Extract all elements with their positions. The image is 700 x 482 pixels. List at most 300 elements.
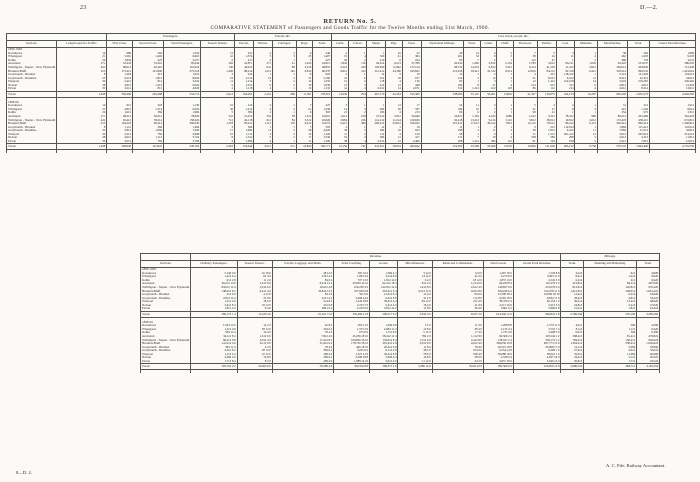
blank-cell bbox=[334, 370, 370, 374]
value-cell: 2,084 12 4 bbox=[369, 328, 398, 332]
value-cell: 3 bbox=[332, 104, 349, 108]
value-cell: 201,412 bbox=[421, 122, 464, 126]
value-cell: 204 6 4 bbox=[272, 328, 334, 332]
value-cell: 412 bbox=[597, 108, 627, 112]
value-cell: 4 bbox=[575, 55, 597, 59]
value-cell: 1,496 bbox=[163, 125, 200, 129]
total-cell: 1,844,460 bbox=[627, 144, 649, 150]
value-cell: 124,512 bbox=[649, 73, 695, 77]
value-cell: 2,471 16 6 bbox=[483, 304, 513, 308]
value-cell: 26 bbox=[57, 59, 107, 63]
blank-cell bbox=[141, 370, 191, 374]
value-cell: 46,996 bbox=[637, 353, 660, 357]
value-cell: 2,114 bbox=[234, 76, 253, 80]
value-cell: 38,016 1 4 bbox=[513, 353, 561, 357]
total-cell: 582,300 6 0 bbox=[483, 364, 513, 370]
value-cell: 78 4 6 bbox=[272, 345, 334, 349]
value-cell: 2,408 5 0 bbox=[513, 331, 561, 335]
value-cell: 271 bbox=[254, 62, 273, 66]
value-cell: 198 4 6 bbox=[272, 353, 334, 357]
value-cell: 11 bbox=[296, 140, 313, 144]
value-cell: 3,012 bbox=[107, 140, 133, 144]
value-cell: 12 bbox=[575, 133, 597, 137]
value-cell: 312 bbox=[421, 87, 464, 91]
total-cell: 13,822 bbox=[497, 91, 514, 97]
value-cell: 212 bbox=[537, 125, 556, 129]
value-cell: 92,412 bbox=[107, 118, 133, 122]
value-cell: 84 2 6 bbox=[272, 293, 334, 297]
section-name: Nelson bbox=[7, 136, 57, 140]
value-cell: 6 bbox=[296, 111, 313, 115]
group-header: Live-Stock, Goods, &c. bbox=[332, 34, 696, 41]
value-cell: 2 bbox=[348, 111, 366, 115]
value-cell: 16 bbox=[386, 129, 403, 133]
value-cell: 2,214 8 6 bbox=[369, 275, 398, 279]
value-cell: 2,412 bbox=[597, 140, 627, 144]
value-cell: 18,412 4 8 bbox=[272, 286, 334, 290]
value-cell: 7,984 bbox=[597, 129, 627, 133]
section-name: Kaihu bbox=[141, 279, 191, 283]
blank-group-cell bbox=[7, 34, 107, 41]
value-cell: 6,626 bbox=[637, 279, 660, 283]
value-cell: 2 bbox=[464, 129, 481, 133]
total-cell: 5,286 14 0 bbox=[398, 364, 432, 370]
value-cell: 4,812 bbox=[584, 296, 637, 300]
total-cell: 53,469 bbox=[480, 144, 497, 150]
value-cell: 1,806 bbox=[649, 52, 695, 56]
value-cell: 2,214 bbox=[107, 133, 133, 137]
value-cell: 9,214 bbox=[480, 118, 497, 122]
value-cell: 1,284 6 8 bbox=[369, 324, 398, 328]
value-cell: 198 bbox=[513, 136, 537, 140]
value-cell: 3,612 bbox=[537, 62, 556, 66]
value-cell: 5 bbox=[254, 55, 273, 59]
value-cell: 45,826 bbox=[313, 118, 332, 122]
value-cell: 212,618 bbox=[421, 69, 464, 73]
value-cell: 2 bbox=[497, 52, 514, 56]
value-cell: 118 bbox=[367, 80, 386, 84]
blank-cell bbox=[254, 150, 273, 154]
value-cell: 5,812 bbox=[513, 118, 537, 122]
total-cell: 350,406 bbox=[107, 91, 133, 97]
section-name: Nelson bbox=[141, 304, 191, 308]
value-cell: 12 bbox=[386, 84, 403, 88]
value-cell: 1,346,812 bbox=[649, 122, 695, 126]
value-cell: 5,724 bbox=[163, 136, 200, 140]
value-cell: 88 bbox=[273, 66, 297, 70]
return-title: RETURN No. 5. bbox=[323, 18, 377, 25]
value-cell: 115,412 bbox=[627, 125, 649, 129]
value-cell: 2,814 12 4 bbox=[191, 296, 237, 300]
value-cell: 104 bbox=[537, 140, 556, 144]
total-cell: 441,811 bbox=[367, 144, 386, 150]
blank-cell bbox=[272, 370, 334, 374]
value-cell: 201 bbox=[421, 55, 464, 59]
value-cell: 142,812 bbox=[584, 286, 637, 290]
value-cell: 2,135 4 4 bbox=[483, 328, 513, 332]
section-name: Wellington - Napier - New Plymouth bbox=[142, 338, 190, 342]
column-header: Grand Total Revenue. bbox=[513, 261, 561, 268]
value-cell: 1,112 bbox=[584, 328, 637, 332]
value-cell: 41 8 0 bbox=[237, 296, 272, 300]
value-cell: 6,412 bbox=[296, 122, 313, 126]
value-cell: 84,212 bbox=[537, 69, 556, 73]
value-cell: 1,212 bbox=[254, 69, 273, 73]
value-cell: 118,412 bbox=[556, 73, 575, 77]
value-cell: 86,212 bbox=[597, 115, 627, 119]
value-cell: 2,612 bbox=[597, 87, 627, 91]
value-cell: 1 bbox=[575, 125, 597, 129]
value-cell: 1,407 bbox=[313, 55, 332, 59]
value-cell: 28 bbox=[57, 136, 107, 140]
value-cell: 584 bbox=[537, 136, 556, 140]
value-cell: 296,412 bbox=[367, 122, 386, 126]
section-name: Greymouth - Hokitika bbox=[7, 129, 57, 133]
value-cell: 25 bbox=[57, 129, 107, 133]
blank-cell bbox=[296, 150, 313, 154]
value-cell: 1,312 bbox=[296, 115, 313, 119]
value-cell: 302,412 bbox=[597, 122, 627, 126]
value-cell: 36,212 14 6 bbox=[191, 282, 237, 286]
section-name: Greymouth - Hokitika bbox=[141, 349, 191, 353]
blank-cell bbox=[367, 150, 386, 154]
value-cell: 136 bbox=[402, 80, 421, 84]
total-cell: 484,712 bbox=[584, 364, 637, 370]
value-cell: 6,396 bbox=[637, 331, 660, 335]
value-cell: 9 bbox=[556, 108, 575, 112]
value-cell: 3,963 11 0 bbox=[513, 275, 561, 279]
value-cell: 52,443 bbox=[107, 62, 133, 66]
value-cell: 98 bbox=[513, 111, 537, 115]
section-label: 1899-1900. bbox=[7, 48, 57, 52]
value-cell: 14 2 0 bbox=[237, 324, 272, 328]
value-cell: 6 bbox=[254, 84, 273, 88]
value-cell: 6,412 4 0 bbox=[237, 289, 272, 293]
value-cell: 248,612 bbox=[584, 289, 637, 293]
value-cell: 92,418 bbox=[421, 118, 464, 122]
value-cell: 28 bbox=[296, 129, 313, 133]
value-cell: 84 6 0 bbox=[432, 293, 483, 297]
totals-label: Totals bbox=[7, 91, 57, 97]
value-cell: 5,966 6 8 bbox=[513, 307, 561, 311]
value-cell: 412 bbox=[348, 69, 366, 73]
value-cell: 231 bbox=[234, 52, 253, 56]
value-cell: 384 bbox=[234, 111, 253, 115]
value-cell: 30 bbox=[57, 87, 107, 91]
value-cell: 466 18 10 bbox=[334, 345, 370, 349]
value-cell: 4 bbox=[537, 104, 556, 108]
value-cell: 2 bbox=[273, 108, 297, 112]
value-cell: 1,214 bbox=[133, 84, 164, 88]
value-cell: 1,212 4 6 bbox=[191, 300, 237, 304]
value-cell: 1 bbox=[273, 73, 297, 77]
section-name: Kawakawa bbox=[141, 272, 191, 276]
value-cell: 384 bbox=[584, 331, 637, 335]
value-cell: 3,012 bbox=[296, 118, 313, 122]
value-cell: 412 14 2 bbox=[272, 296, 334, 300]
value-cell: 1,364,212 bbox=[561, 342, 584, 346]
value-cell: 226 bbox=[348, 118, 366, 122]
value-cell: 1,374 bbox=[234, 55, 253, 59]
value-cell: 1,783 bbox=[513, 62, 537, 66]
value-cell: 423 bbox=[133, 59, 164, 63]
value-cell: 3,012 4 0 bbox=[237, 338, 272, 342]
value-cell: 1,214 bbox=[234, 80, 253, 84]
value-cell: 4,812 bbox=[480, 62, 497, 66]
value-cell: 1,812 4 2 bbox=[191, 307, 237, 311]
value-cell: 118,214 bbox=[649, 125, 695, 129]
value-cell: 28 bbox=[57, 84, 107, 88]
value-cell: 11 2 0 bbox=[237, 279, 272, 283]
value-cell: 36,214 bbox=[561, 300, 584, 304]
value-cell: 98,614 bbox=[107, 66, 133, 70]
value-cell: 3,631 bbox=[649, 59, 695, 63]
value-cell: 393 bbox=[313, 111, 332, 115]
value-cell: 1,612 bbox=[513, 115, 537, 119]
value-cell: 337 bbox=[402, 108, 421, 112]
value-cell: 4,828 bbox=[637, 272, 660, 276]
value-cell: 210 bbox=[367, 59, 386, 63]
value-cell: 3 bbox=[480, 133, 497, 137]
value-cell: 312 6 8 bbox=[272, 304, 334, 308]
value-cell: 5,812 bbox=[107, 129, 133, 133]
blank-cell bbox=[107, 150, 133, 154]
value-cell: 142,812 14 6 bbox=[369, 286, 398, 290]
value-cell: 12 bbox=[332, 80, 349, 84]
value-cell: 2 bbox=[348, 133, 366, 137]
group-header: Revenue. bbox=[191, 254, 561, 261]
total-cell: 319,656 bbox=[421, 144, 464, 150]
value-cell: 34,612 bbox=[649, 76, 695, 80]
value-cell: 1,423,616 bbox=[649, 69, 695, 73]
total-cell: 334,556 8 8 bbox=[334, 364, 370, 370]
value-cell: 7,812 4 6 bbox=[272, 335, 334, 339]
value-cell: 22,314 bbox=[627, 76, 649, 80]
value-cell: 1,412 6 4 bbox=[191, 275, 237, 279]
column-header: Total. bbox=[637, 261, 660, 268]
value-cell: 30 bbox=[57, 140, 107, 144]
value-cell: 1,412,812 bbox=[561, 289, 584, 293]
value-cell: 1 bbox=[556, 59, 575, 63]
value-cell: 2,612 bbox=[367, 87, 386, 91]
value-cell: 11 bbox=[513, 133, 537, 137]
column-header: Parcels, Luggage, and Mails. bbox=[272, 261, 334, 268]
column-header: Train. bbox=[561, 261, 584, 268]
value-cell: 412 bbox=[367, 84, 386, 88]
value-cell: 318,412 6 4 bbox=[369, 289, 398, 293]
value-cell: 3 bbox=[254, 80, 273, 84]
value-cell: 11 bbox=[464, 104, 481, 108]
group-header: Passengers. bbox=[107, 34, 235, 41]
value-cell: 78,826 bbox=[163, 115, 200, 119]
value-cell: 6,112 bbox=[575, 122, 597, 126]
value-cell: 198 bbox=[556, 140, 575, 144]
value-cell: 1,612 bbox=[107, 111, 133, 115]
column-header: Season Tickets. bbox=[201, 41, 235, 48]
value-cell: 6,412 bbox=[575, 69, 597, 73]
value-cell: 284 bbox=[367, 108, 386, 112]
section-name: Kawakawa bbox=[7, 52, 57, 56]
value-cell: 1,382 4 2 bbox=[369, 272, 398, 276]
value-cell: 4,216 bbox=[332, 66, 349, 70]
value-cell: 268 4 6 bbox=[272, 360, 334, 364]
column-header: Length open for Traffic. bbox=[57, 41, 107, 48]
value-cell: 1,812 bbox=[133, 76, 164, 80]
value-cell: 21 bbox=[57, 108, 107, 112]
value-cell: 9,318 bbox=[649, 55, 695, 59]
value-cell: 238,412 bbox=[584, 342, 637, 346]
value-cell: 6 bbox=[575, 84, 597, 88]
value-cell: 7,812 bbox=[627, 140, 649, 144]
column-header: Pigs. bbox=[386, 41, 403, 48]
value-cell: 41 2 0 bbox=[398, 296, 432, 300]
value-cell: 25 bbox=[57, 76, 107, 80]
value-cell: 384 bbox=[133, 125, 164, 129]
value-cell: 23,224 bbox=[637, 307, 660, 311]
value-cell: 2 bbox=[201, 73, 235, 77]
value-cell: 6,026 bbox=[163, 84, 200, 88]
value-cell: 24 bbox=[421, 104, 464, 108]
total-cell: 13,035 bbox=[497, 144, 514, 150]
value-cell: 305 10 6 bbox=[334, 272, 370, 276]
value-cell: 2,412 8 0 bbox=[432, 338, 483, 342]
value-cell: 16 bbox=[386, 52, 403, 56]
column-header: Merchandise. bbox=[597, 41, 627, 48]
value-cell: 2,339 0 4 bbox=[483, 356, 513, 360]
value-cell: 1,298 8 8 bbox=[483, 324, 513, 328]
value-cell: 214,212 bbox=[649, 133, 695, 137]
value-cell: 301,412 4 8 bbox=[369, 342, 398, 346]
value-cell: 129,636 bbox=[402, 118, 421, 122]
value-cell: 142 bbox=[273, 69, 297, 73]
value-cell: 1,712 8 6 bbox=[369, 331, 398, 335]
value-cell: 18,412 bbox=[464, 69, 481, 73]
value-cell: 4 bbox=[386, 133, 403, 137]
total-cell: 8,642 10 0 bbox=[432, 364, 483, 370]
statement-title: COMPARATIVE STATEMENT of Passengers and Goods Traffic for the Twelve Months ending 31st March, 1900. bbox=[210, 25, 490, 31]
value-cell: 146,837 6 6 bbox=[483, 286, 513, 290]
value-cell: £ 240 0 0 bbox=[191, 272, 237, 276]
value-cell: 78 4 0 bbox=[432, 345, 483, 349]
total-cell: 164,291 bbox=[234, 91, 253, 97]
value-cell: 239,174 1 2 bbox=[513, 338, 561, 342]
value-cell: 4,937 19 0 bbox=[513, 356, 561, 360]
value-cell: 1 bbox=[497, 125, 514, 129]
total-cell: 794 bbox=[348, 91, 366, 97]
value-cell: 1 bbox=[254, 125, 273, 129]
paper-code: D.—2. bbox=[640, 5, 658, 11]
blank-cell bbox=[537, 150, 556, 154]
value-cell: 20,812 bbox=[561, 360, 584, 364]
value-cell: 612 4 8 bbox=[191, 279, 237, 283]
value-cell: 213 bbox=[402, 111, 421, 115]
value-cell: 1 bbox=[575, 73, 597, 77]
value-cell: 6,213 bbox=[386, 62, 403, 66]
value-cell: 11,214 bbox=[386, 118, 403, 122]
value-cell: 91,072 bbox=[313, 122, 332, 126]
value-cell: 26,432 bbox=[421, 62, 464, 66]
value-cell: 8 bbox=[464, 84, 481, 88]
total-cell: 10,297 bbox=[575, 91, 597, 97]
blank-cell bbox=[649, 150, 695, 154]
value-cell: 214 bbox=[234, 104, 253, 108]
blank-cell bbox=[627, 150, 649, 154]
value-cell: 3,612 4 6 bbox=[369, 360, 398, 364]
total-cell: 695,202 bbox=[597, 91, 627, 97]
value-cell: 43,236 18 10 bbox=[334, 335, 370, 339]
value-cell: 1,112 bbox=[254, 122, 273, 126]
value-cell: 11 8 0 bbox=[398, 345, 432, 349]
value-cell: 27,026 bbox=[637, 304, 660, 308]
value-cell: 2 bbox=[480, 59, 497, 63]
value-cell: 2,160 bbox=[313, 76, 332, 80]
value-cell: 41,218 bbox=[537, 66, 556, 70]
value-cell: 1 bbox=[348, 73, 366, 77]
value-cell: 1,214 bbox=[584, 275, 637, 279]
value-cell: 12 bbox=[254, 76, 273, 80]
totals-label: Totals bbox=[141, 364, 191, 370]
value-cell: 1 bbox=[273, 87, 297, 91]
section-name: Picton bbox=[141, 360, 191, 364]
value-cell: 11 bbox=[480, 129, 497, 133]
value-cell: 246 bbox=[313, 52, 332, 56]
value-cell: 12 bbox=[296, 87, 313, 91]
value-cell: 48,626 bbox=[637, 300, 660, 304]
value-cell: 341 bbox=[201, 115, 235, 119]
value-cell: 38 bbox=[332, 140, 349, 144]
value-cell: 1,214 bbox=[133, 108, 164, 112]
value-cell: 31 bbox=[597, 104, 627, 108]
value-cell: 1,214 bbox=[464, 87, 481, 91]
value-cell: 18 12 0 bbox=[237, 304, 272, 308]
value-cell: 612 bbox=[367, 76, 386, 80]
value-cell: 8,214 12 4 bbox=[272, 282, 334, 286]
value-cell: 417 bbox=[402, 136, 421, 140]
value-cell: 1,112 bbox=[133, 136, 164, 140]
value-cell: 3 bbox=[254, 133, 273, 137]
value-cell: 4,812 bbox=[107, 108, 133, 112]
value-cell: 3,218 bbox=[597, 80, 627, 84]
value-cell: 78 4 2 bbox=[272, 331, 334, 335]
section-name: Auckland bbox=[7, 62, 57, 66]
column-header: Miscellaneous. bbox=[398, 261, 432, 268]
value-cell: 21 bbox=[537, 108, 556, 112]
value-cell: 3 bbox=[575, 108, 597, 112]
value-cell: 212 bbox=[627, 104, 649, 108]
value-cell: 1 bbox=[556, 111, 575, 115]
total-cell: 191,822 bbox=[133, 144, 164, 150]
total-cell: 33,309 bbox=[464, 144, 481, 150]
value-cell: 14 bbox=[367, 73, 386, 77]
column-header: Equivalent Mileage. bbox=[421, 41, 464, 48]
section-name: Auckland bbox=[7, 115, 57, 119]
value-cell: 784 bbox=[133, 133, 164, 137]
total-cell: 280,173 1 4 bbox=[191, 311, 237, 317]
value-cell: 21,412 8 4 bbox=[369, 293, 398, 297]
value-cell: 4,812 bbox=[107, 84, 133, 88]
section-name: Whangarei bbox=[7, 108, 57, 112]
value-cell: 225 bbox=[313, 104, 332, 108]
value-cell: 643 bbox=[402, 129, 421, 133]
value-cell: 3 bbox=[513, 125, 537, 129]
section-name: Westport bbox=[141, 300, 191, 304]
value-cell: 62,412 18 4 bbox=[369, 282, 398, 286]
value-cell: 1,988 14 10 bbox=[334, 360, 370, 364]
value-cell: 1,602,624 bbox=[637, 342, 660, 346]
print-imprint: 8—D. 2. bbox=[16, 470, 32, 475]
value-cell: 1 bbox=[497, 104, 514, 108]
value-cell: 672,812 bbox=[649, 118, 695, 122]
